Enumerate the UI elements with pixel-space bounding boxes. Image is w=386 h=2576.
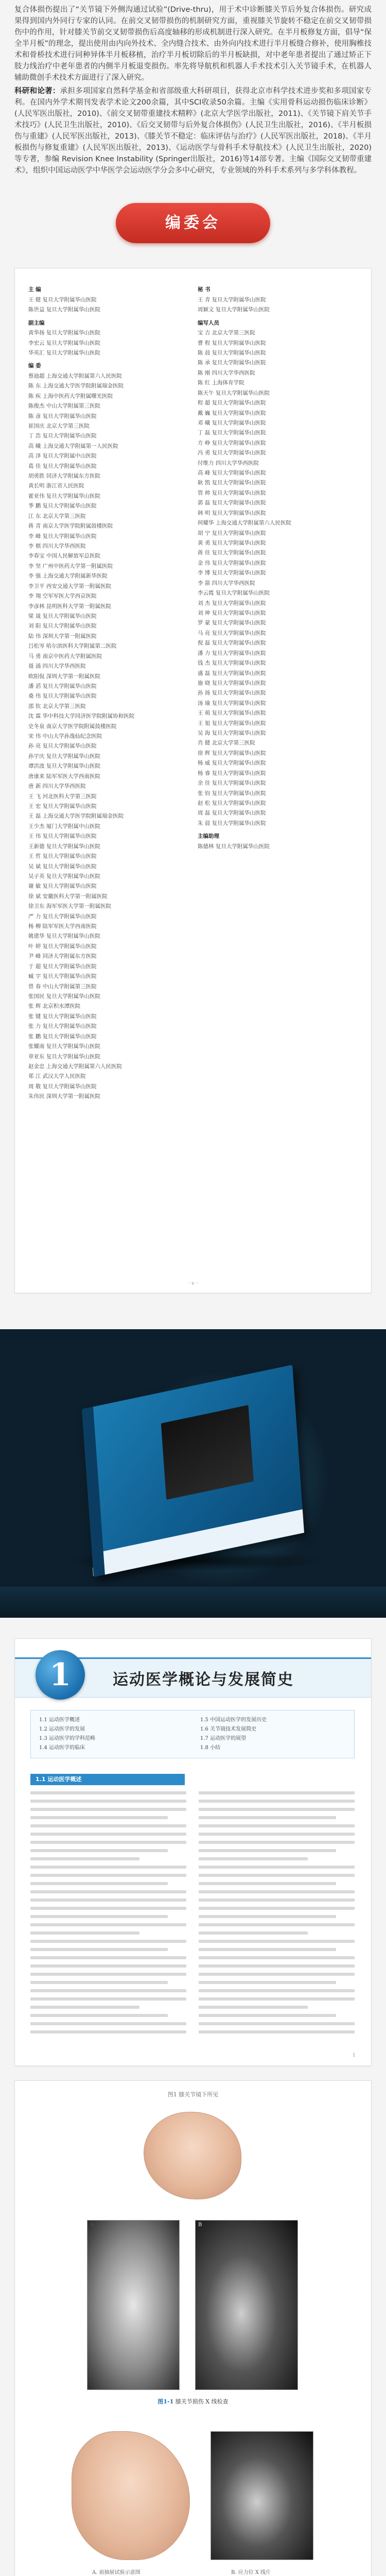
committee-member: 倪 磊 复旦大学附属华山医院 (198, 640, 266, 647)
committee-member: 何耀华 上海交通大学附属第六人民医院 (198, 520, 291, 527)
committee-member: 戴 巍 复旦大学附属华山医院 (198, 410, 266, 416)
committee-member: 聂 涌 四川大学华西医院 (28, 663, 86, 670)
committee-member: 余 佳 复旦大学附属华山医院 (198, 780, 266, 787)
committee-member: 刘 阳 复旦大学附属华山医院 (28, 623, 97, 630)
committee-member: 黄长明 浙江省人民医院 (28, 483, 84, 489)
committee-member: 张耀南 复旦大学附属华山医院 (28, 1043, 100, 1050)
body-text-line (30, 1931, 139, 1935)
body-text-line (199, 1874, 355, 1877)
body-text-line (199, 1899, 355, 1902)
body-text-line (30, 1808, 186, 1811)
body-text-line (30, 1874, 186, 1877)
body-text-line (199, 1890, 355, 1893)
author-bio-section (0, 0, 386, 176)
body-text-line (30, 1882, 168, 1885)
toc-entry: 1.1 运动医学概述 (39, 1717, 80, 1723)
toc-entry: 1.4 运动医学的临床 (39, 1745, 85, 1751)
chapter-body (30, 1791, 355, 2039)
body-text-line (30, 2006, 139, 2009)
body-text-line (30, 1841, 186, 1844)
committee-member: 于 超 复旦大学附属华山医院 (28, 963, 97, 970)
body-text-line (199, 1833, 355, 1836)
committee-member: 杨 威 复旦大学附属华山医院 (198, 760, 266, 767)
committee-column-left (28, 282, 188, 1101)
body-text-line (30, 1857, 139, 1860)
body-text-line (30, 1833, 186, 1836)
committee-member: 金 伟 复旦大学附属华山医院 (198, 560, 266, 566)
committee-member: 宝 吉 北京大学第三医院 (198, 330, 255, 336)
committee-member: 朱伟民 深圳大学第一附属医院 (28, 1093, 100, 1100)
committee-member: 胡勇胜 同济大学附属东方医院 (28, 473, 100, 480)
knee-illustration (144, 2112, 241, 2199)
fig1-label-a: A (90, 2222, 94, 2228)
body-text-line (199, 1915, 336, 1918)
committee-member: 付维力 四川大学华西医院 (198, 460, 259, 466)
committee-member: 黄 勇 复旦大学附属华山医院 (198, 540, 266, 547)
body-text-line (30, 1964, 186, 1968)
committee-member: 桑 伟 复旦大学附属华山医院 (28, 693, 97, 700)
chapter-toc (30, 1710, 355, 1758)
committee-member: 徐 辉 复旦大学附属华山医院 (198, 750, 266, 756)
committee-member: 李彦林 昆明医科大学第一附属医院 (28, 603, 111, 609)
body-text-line (30, 1824, 186, 1827)
committee-member: 潘 滔 复旦大学附属华山医院 (28, 683, 97, 689)
book-photo (0, 1329, 386, 1618)
committee-member: 周颖文 复旦大学附属华山医院 (198, 307, 270, 313)
committee-member: 张国民 复旦大学附属华山医院 (28, 993, 100, 999)
body-text-line (199, 1989, 355, 1992)
body-text-line (199, 1940, 355, 1943)
body-text-line (199, 2006, 308, 2009)
body-text-line (199, 2014, 336, 2017)
body-text-line (199, 1923, 355, 1926)
fig1-caption-text: 膝关节损伤 X 线检查 (175, 2398, 229, 2405)
committee-member: 高 泽 复旦大学附属中山医院 (28, 453, 97, 460)
committee-member: 孙 亮 复旦大学附属华山医院 (28, 743, 97, 750)
committee-member: 王 飞 河北医科大学第三医院 (28, 793, 97, 800)
xray-image-b (195, 2220, 298, 2390)
body-text-line (30, 1849, 168, 1852)
committee-member: 邵 钦 北京大学第三医院 (28, 703, 86, 709)
committee-member: 李 翔 空军军医大学西京医院 (28, 593, 97, 600)
committee-member: 汤 瑜 复旦大学附属华山医院 (198, 700, 266, 706)
committee-member: 张 力 复旦大学附属华山医院 (28, 1023, 97, 1030)
body-text-line (199, 1997, 355, 2001)
body-text-line (30, 2030, 186, 2033)
book-spine (82, 1407, 105, 1578)
body-text-line (30, 1907, 186, 1910)
toc-entry: 1.2 运动医学的发展 (39, 1726, 85, 1733)
committee-member: 高 曦 上海交通大学附属第一人民医院 (28, 443, 118, 449)
body-text-line (30, 1940, 186, 1943)
committee-member: 陈德林 复旦大学附属华山医院 (198, 843, 270, 850)
committee-member: 吕松岑 哈尔滨医科大学附属第二医院 (28, 643, 117, 650)
body-text-line (30, 1956, 186, 1959)
body-text-line (30, 1915, 168, 1918)
body-column-right (199, 1791, 355, 2039)
book-cover-image (161, 1405, 254, 1500)
committee-member: 周 敬 复旦大学附属华山医院 (28, 1083, 97, 1090)
committee-member: 王少杰 厦门大学附属中山医院 (28, 823, 100, 829)
committee-member: 管 帅 复旦大学附属华山医院 (198, 489, 266, 496)
research-text: 承担多项国家自然科学基金和省部级重大科研项目，获得北京市科学技术进步奖和多项国家专利。在国内外学术期刊发表学术论文200余篇，其中SCI收录50余篇。主编《实用骨科运动损伤临床诊断》(人民军医出版社，2010)、《前交叉韧带重建技术精粹》(北京大学医学出版社，2011)、《关节镜下肩关节手术技巧》(人民卫生出版社，2010)、《后交叉韧带与后外复合体损伤》(人民卫生出版社，2016)、《半月板损伤与重建》(人民军医出版社，2013)、《膝关节不稳定：临床评估与治疗》(人民军医出版社，2018)、《半月板损伤与修复重建》(人民军医出版社，2013)、《运动医学与骨科手术导航技术》(人民卫生出版社，2020)等专著，参编 Revision Knee Instability (Springer出版社，2016)等14部专著。主编《国际交叉韧带重建术》，组织中国运动医学中华医学会运动医学分会多中心研究，专业领域的外科手术系列与多学科体教程。 (14, 87, 372, 175)
committee-member: 王 健 复旦大学附属华山医院 (28, 296, 97, 303)
committee-member: 华英汇 复旦大学附属华山医院 (28, 350, 100, 356)
committee-member: 王 哲 复旦大学附属华山医院 (28, 853, 97, 860)
committee-member: 欧阳侃 深圳大学第一附属医院 (28, 673, 100, 680)
xray-image-c (210, 2431, 313, 2560)
committee-member: 郑 江 武汉大学人民医院 (28, 1073, 86, 1080)
committee-member: 吴子英 复旦大学附属华山医院 (28, 873, 100, 879)
committee-member: 孙 扬 复旦大学附属华山医院 (198, 690, 266, 697)
body-text-line (30, 2022, 186, 2025)
committee-member: 葛 佳 复旦大学附属华山医院 (28, 463, 97, 469)
committee-columns (28, 282, 358, 1101)
committee-member: 杨 柳 陆军军医大学西南医院 (28, 923, 97, 930)
committee-role-heading: 秘 书 (198, 286, 210, 293)
research-paragraph (14, 86, 372, 176)
toc-entry: 1.8 小结 (200, 1745, 221, 1751)
committee-member: 郭 磊 复旦大学附属华山医院 (198, 500, 266, 506)
committee-member: 曾 春 中山大学附属第三医院 (28, 983, 97, 990)
committee-member: 李春宝 中国人民解放军总医院 (28, 553, 100, 560)
committee-page (14, 268, 372, 1293)
committee-member: 陈 东 上海交通大学医学院附属瑞金医院 (28, 383, 124, 389)
body-text-line (30, 1800, 186, 1803)
body-text-line (30, 1923, 186, 1926)
committee-member: 程 超 复旦大学附属华山医院 (198, 400, 266, 406)
committee-member: 丁 浩 复旦大学附属华山医院 (28, 433, 97, 439)
committee-member: 李卫平 西安交通大学第一附属医院 (28, 583, 111, 589)
committee-role-heading: 编写人员 (198, 319, 219, 326)
committee-member: 陈 红 上海体育学院 (198, 380, 244, 386)
body-text-line (30, 1997, 186, 2001)
body-text-line (30, 1973, 186, 1976)
committee-member: 刘 珅 复旦大学附属华山医院 (198, 609, 266, 616)
body-text-line (30, 1866, 186, 1869)
committee-member: 潘 力 复旦大学附属华山医院 (198, 650, 266, 656)
committee-member: 沈 霖 华中科技大学同济医学院附属协和医院 (28, 713, 135, 720)
fig2-sub-b: B. 应力位 X 线片 (231, 2570, 271, 2576)
committee-member: 严 力 复旦大学附属华山医院 (28, 913, 97, 920)
committee-member: 黄华扬 复旦大学附属华山医院 (28, 330, 100, 336)
body-text-line (199, 2030, 355, 2033)
committee-member: 罗 蒙 复旦大学附属华山医院 (198, 620, 266, 626)
committee-member: 张 键 复旦大学附属华山医院 (28, 1013, 97, 1020)
committee-member: 冯 勇 复旦大学附属华山医院 (198, 450, 266, 456)
body-text-line (199, 1948, 336, 1951)
committee-member: 李 强 上海交通大学附属新华医院 (28, 573, 108, 580)
committee-member: 陈 彦 复旦大学附属华山医院 (28, 413, 97, 419)
committee-member: 李宏云 复旦大学附属华山医院 (28, 340, 100, 346)
body-text-line (199, 1816, 336, 1819)
committee-member: 刘 杰 复旦大学附属华山医院 (198, 600, 266, 606)
body-text-line (199, 1849, 336, 1852)
bio-paragraph: 复合体损伤提出了“关节镜下外侧沟通过试验”(Drive-thru)，用于术中诊断膝关节后外复合体损伤。研究成果得到国内外同行专家的认同。在前交叉韧带损伤的机制研究方面，重视膝关节旋转不稳定在前交叉韧带损伤中的作用，针对膝关节前交叉韧带损伤后高度轴移的形成机制进行深入研究。在半月板修复方面，倡导“保全半月板”的理念，提出使用由内向外技术、全内缝合技术、由外向内技术进行半月板缝合修补，使用胸椎技术和骨桥技术进行同种异体半月板移植，治疗半月板切除后的半月板缺损，对中老年患者提出了通过矫正下肢力线治疗中老年患者的内侧半月板退变损伤。率先将导航机和机器人手术技术引入关节镜手术，在机器人辅助微创手术技术方面进行了深入研究。 (14, 6, 372, 82)
committee-member: 赵 松 复旦大学附属华山医院 (198, 800, 266, 806)
committee-member: 王 宏 复旦大学附属华山医院 (28, 803, 97, 809)
committee-member: 李 棋 四川大学华西医院 (28, 543, 86, 550)
committee-member: 陈俊杰 中山大学附属第三医院 (28, 403, 100, 410)
committee-member: 周 磊 复旦大学附属华山医院 (198, 810, 266, 817)
committee-member: 吴 海 复旦大学附属华山医院 (198, 730, 266, 737)
committee-member: 蔡迪超 上海交通大学附属第六人民医院 (28, 372, 122, 379)
committee-member: 季 鹏 复旦大学附属华山医院 (28, 503, 97, 510)
committee-member: 张 鹏 复旦大学附属华山医院 (28, 1033, 97, 1040)
committee-member: 陈天午 复旦大学附属华山医院 (198, 389, 270, 396)
committee-member: 唐康来 陆军军医大学西南医院 (28, 773, 100, 779)
committee-member: 杨 睿 复旦大学附属华山医院 (198, 770, 266, 776)
body-column-left (30, 1791, 186, 2039)
body-text-line (30, 1816, 168, 1819)
body-text-line (199, 1857, 308, 1860)
committee-member: 丁 磊 复旦大学附属华山医院 (198, 430, 266, 436)
committee-member: 李 博 复旦大学附属华山医院 (198, 570, 266, 577)
knee-diagram (72, 2431, 190, 2560)
committee-member: 蒋 佳 复旦大学附属华山医院 (198, 550, 266, 556)
committee-member: 陈 刚 四川大学华西医院 (198, 369, 255, 376)
body-text-line (30, 1948, 168, 1951)
committee-member: 张 辉 北京积水潭医院 (28, 1003, 81, 1010)
top-figure-caption: 图1 膝关节镜下所见 (167, 2091, 219, 2098)
committee-member: 高 峰 复旦大学附属华山医院 (198, 470, 266, 477)
committee-member: 王 伟 复旦大学附属华山医院 (28, 833, 97, 840)
toc-column-left (39, 1716, 185, 1753)
committee-member: 王 青 复旦大学附属华山医院 (198, 296, 266, 303)
body-text-line (199, 1956, 355, 1959)
committee-member: 吴 斌 复旦大学附属华山医院 (28, 863, 97, 870)
body-text-line (30, 1981, 168, 1984)
body-text-line (199, 1808, 355, 1811)
committee-member: 臧 宇 复旦大学附属华山医院 (28, 973, 97, 980)
editorial-committee-banner: 编委会 (116, 203, 270, 243)
toc-column-right (200, 1716, 346, 1753)
committee-member: 史冬泉 南京大学医学院附属鼓楼医院 (28, 723, 117, 730)
body-text-line (199, 1907, 355, 1910)
committee-member: 胡 宁 复旦大学附属华山医院 (198, 530, 266, 536)
committee-member: 霍亚伟 复旦大学附属华山医院 (28, 493, 100, 499)
committee-member: 王 萌 复旦大学附属华山医院 (198, 710, 266, 717)
fig2-sub-a: A. 前抽屉试验示意图 (92, 2570, 141, 2576)
toc-entry: 1.7 运动医学的展望 (200, 1736, 247, 1742)
committee-member: 王 磊 上海交通大学医学院附属瑞金医院 (28, 813, 124, 820)
committee-member: 尹 峰 同济大学附属东方医院 (28, 953, 97, 960)
committee-member: 李云霞 复旦大学附属华山医院 (198, 590, 270, 597)
fig1-caption (15, 2397, 371, 2405)
committee-member: 马 勇 南京中医药大学附属医院 (28, 653, 102, 659)
chapter-page (14, 1638, 372, 2066)
committee-role-heading: 编 委 (28, 363, 41, 369)
committee-member: 李 峰 复旦大学附属华山医院 (28, 533, 97, 539)
body-text-line (199, 1973, 355, 1976)
committee-member: 梁 晟 复旦大学附属华山医院 (28, 613, 97, 619)
body-text-line (199, 2022, 355, 2025)
chapter-number: 1 (36, 1650, 85, 1700)
committee-member: 蒋 青 南京大学医学院附属鼓楼医院 (28, 523, 113, 530)
committee-role-heading: 副主编 (28, 319, 45, 326)
body-text-line (199, 1981, 336, 1984)
committee-member: 耿 凯 复旦大学附属华山医院 (198, 480, 266, 486)
committee-member: 王 旭 复旦大学附属华山医院 (198, 720, 266, 726)
committee-member: 曹 程 复旦大学附属华山医院 (198, 340, 266, 346)
committee-member: 邓 曦 复旦大学附属华山医院 (198, 419, 266, 426)
committee-member: 马 亮 复旦大学附属华山医院 (198, 630, 266, 636)
committee-member: 肖 健 北京大学第三医院 (198, 740, 255, 747)
committee-page-number: · v · (188, 1281, 198, 1287)
body-text-line (199, 1841, 355, 1844)
committee-member: 钱 杰 复旦大学附属华山医院 (198, 660, 266, 667)
committee-member: 姚建华 复旦大学附属华山医院 (28, 933, 100, 940)
body-text-line (199, 1866, 355, 1869)
body-text-line (30, 2014, 168, 2017)
committee-role-heading: 主编助理 (198, 833, 219, 840)
committee-member: 章亚东 复旦大学附属华山医院 (28, 1053, 100, 1060)
committee-member: 徐 斌 安徽医科大学第一附属医院 (28, 893, 108, 900)
committee-member: 赵金忠 上海交通大学附属第六人民医院 (28, 1063, 122, 1070)
committee-member: 宋 伟 中山大学孙逸仙纪念医院 (28, 733, 102, 740)
body-text-line (199, 1931, 308, 1935)
body-text-line (30, 1890, 186, 1893)
fig1-label-b: B (198, 2222, 202, 2228)
committee-member: 陈 晨 复旦大学附属华山医院 (198, 350, 266, 356)
chapter-title: 运动医学概论与发展简史 (113, 1671, 294, 1689)
xray-image-a (87, 2220, 180, 2390)
figure-page (14, 2080, 372, 2576)
banner-wrap (0, 203, 386, 243)
table-surface (0, 1587, 386, 1618)
committee-member: 李 箭 四川大学华西医院 (198, 580, 255, 586)
committee-member: 韩 明 复旦大学附属华山医院 (198, 510, 266, 516)
committee-member: 谢 敏 复旦大学附属华山医院 (28, 883, 97, 890)
committee-member: 张 钧 复旦大学附属华山医院 (198, 790, 266, 796)
committee-member: 陈世益 复旦大学附属华山医院 (28, 307, 100, 313)
committee-member: 方 峥 复旦大学附属华山医院 (198, 439, 266, 446)
body-text-line (30, 1791, 186, 1794)
committee-member: 王新德 复旦大学附属华山医院 (28, 843, 100, 850)
committee-role-heading: 主 编 (28, 286, 41, 293)
committee-member: 徐卫东 海军军医大学第一附属医院 (28, 903, 111, 910)
committee-member: 陈 承 复旦大学附属华山医院 (198, 360, 266, 366)
committee-member: 孙宇庆 复旦大学附属华山医院 (28, 753, 100, 759)
committee-member: 陆 伟 深圳大学第一附属医院 (28, 633, 97, 639)
section-heading: 1.1 运动医学概述 (30, 1774, 185, 1785)
committee-member: 李 坚 广州中医药大学第一附属医院 (28, 563, 113, 569)
body-text-line (199, 1800, 355, 1803)
committee-member: 陈 疾 上海中医药大学附属曙光医院 (28, 393, 113, 399)
committee-member: 唐 新 四川大学华西医院 (28, 783, 86, 790)
toc-entry: 1.5 中国运动医学的发展历史 (200, 1717, 267, 1723)
chapter-page-number: 1 (352, 2053, 356, 2059)
fig1-caption-lead: 图1-1 (157, 2398, 174, 2405)
committee-member: 谭洪波 复旦大学附属华山医院 (28, 763, 100, 770)
body-text-line (199, 1791, 355, 1794)
committee-member: 施 晓 复旦大学附属华山医院 (198, 680, 266, 686)
toc-entry: 1.6 关节镜技术发展简史 (200, 1726, 257, 1733)
committee-member: 朱 晨 复旦大学附属华山医院 (198, 820, 266, 826)
committee-member: 盛 磊 复旦大学附属华山医院 (198, 670, 266, 676)
committee-member: 叶 婷 复旦大学附属华山医院 (28, 943, 97, 950)
body-text-line (199, 1824, 355, 1827)
body-text-line (199, 1882, 336, 1885)
body-text-line (30, 1989, 186, 1992)
toc-entry: 1.3 运动医学的学科范畴 (39, 1736, 96, 1742)
research-lead: 科研和论著： (14, 87, 60, 96)
committee-member: 江 东 北京大学第三医院 (28, 513, 86, 519)
body-text-line (199, 1964, 355, 1968)
committee-column-right (198, 282, 358, 1101)
committee-member: 崔国庆 北京大学第三医院 (28, 422, 90, 429)
body-text-line (30, 1899, 186, 1902)
